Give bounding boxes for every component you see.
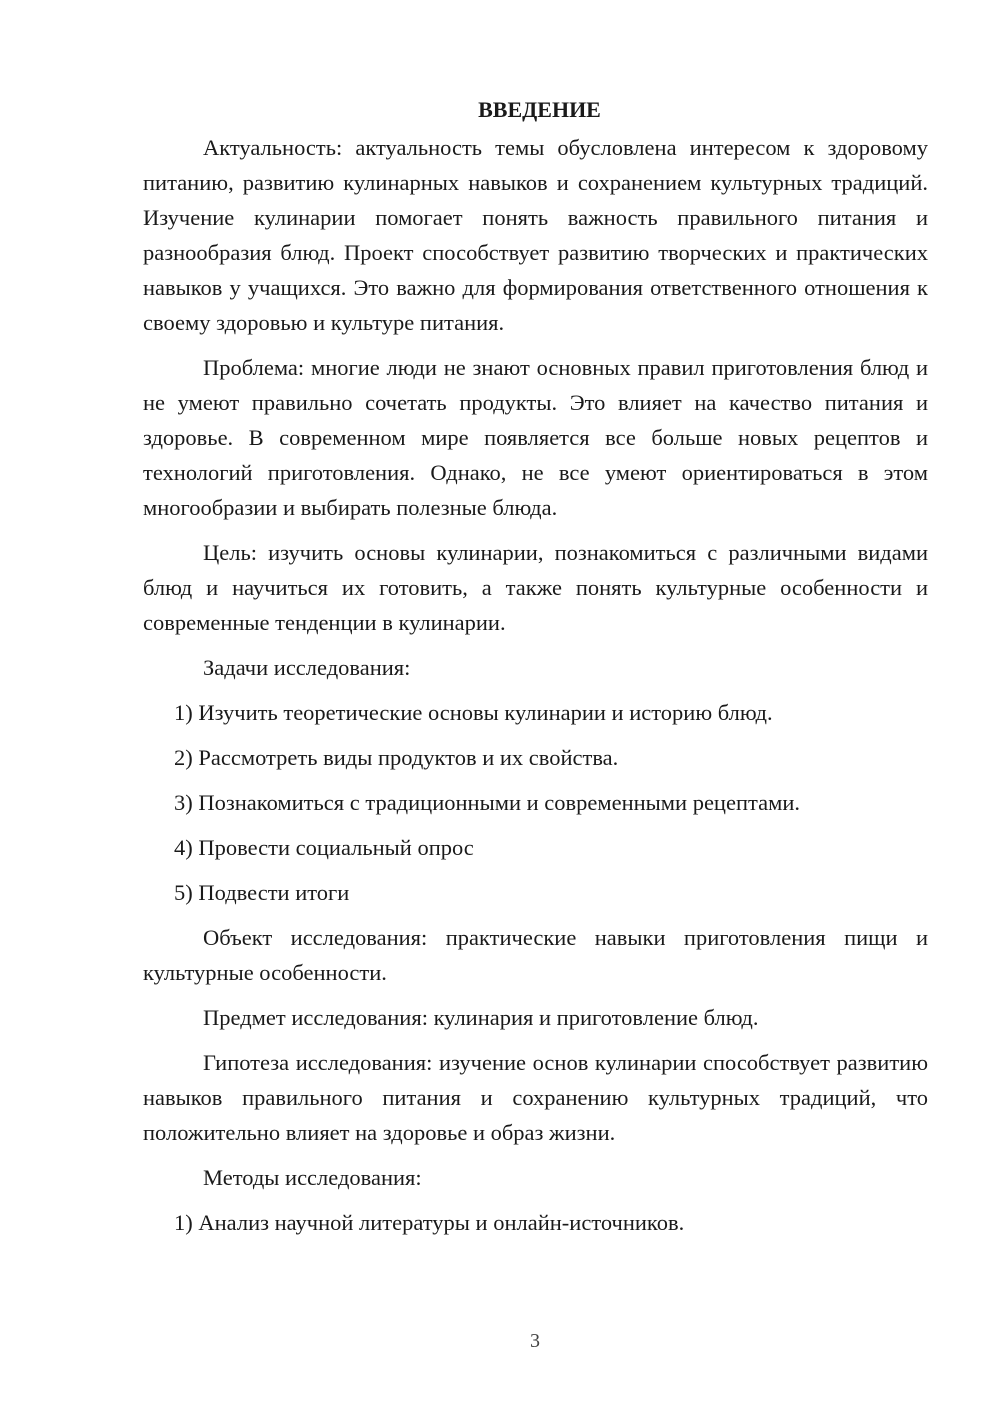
task-item: 5) Подвести итоги (174, 880, 350, 905)
tasks-heading: Задачи исследования: (203, 655, 411, 680)
task-item: 2) Рассмотреть виды продуктов и их свойства. (174, 745, 619, 770)
document-page (143, 90, 928, 1240)
hypothesis-paragraph: Гипотеза исследования: изучение основ кулинарии способствует развитию навыков правильного питания и сохранению культурных традиций, что положительно влияет на здоровье и образ жизни. (143, 1050, 928, 1145)
section-title: ВВЕДЕНИЕ (478, 97, 601, 122)
task-item: 4) Провести социальный опрос (174, 835, 474, 860)
object-paragraph: Объект исследования: практические навыки приготовления пищи и культурные особенности. (143, 925, 928, 985)
goal-paragraph: Цель: изучить основы кулинарии, познакомиться с различными видами блюд и научиться их готовить, а также понять культурные особенности и современные тенденции в кулинарии. (143, 540, 928, 635)
task-item: 3) Познакомиться с традиционными и современными рецептами. (174, 790, 801, 815)
method-item: 1) Анализ научной литературы и онлайн-источников. (174, 1210, 685, 1235)
problem-paragraph: Проблема: многие люди не знают основных правил приготовления блюд и не умеют правильно сочетать продукты. Это влияет на качество питания и здоровье. В современном мире появляется все больше новых рецептов и технологий приготовления. Однако, не все умеют ориентироваться в этом многообразии и выбирать полезные блюда. (143, 355, 928, 520)
relevance-paragraph: Актуальность: актуальность темы обусловлена интересом к здоровому питанию, развитию кулинарных навыков и сохранением культурных традиций. Изучение кулинарии помогает понять важность правильного питания и разнообразия блюд. Проект способствует развитию творческих и практических навыков у учащихся. Это важно для формирования ответственного отношения к своему здоровью и культуре питания. (143, 135, 928, 335)
methods-heading: Методы исследования: (203, 1165, 422, 1190)
task-item: 1) Изучить теоретические основы кулинарии и историю блюд. (174, 700, 773, 725)
subject-paragraph: Предмет исследования: кулинария и приготовление блюд. (203, 1005, 759, 1030)
page-number: 3 (530, 1330, 540, 1352)
